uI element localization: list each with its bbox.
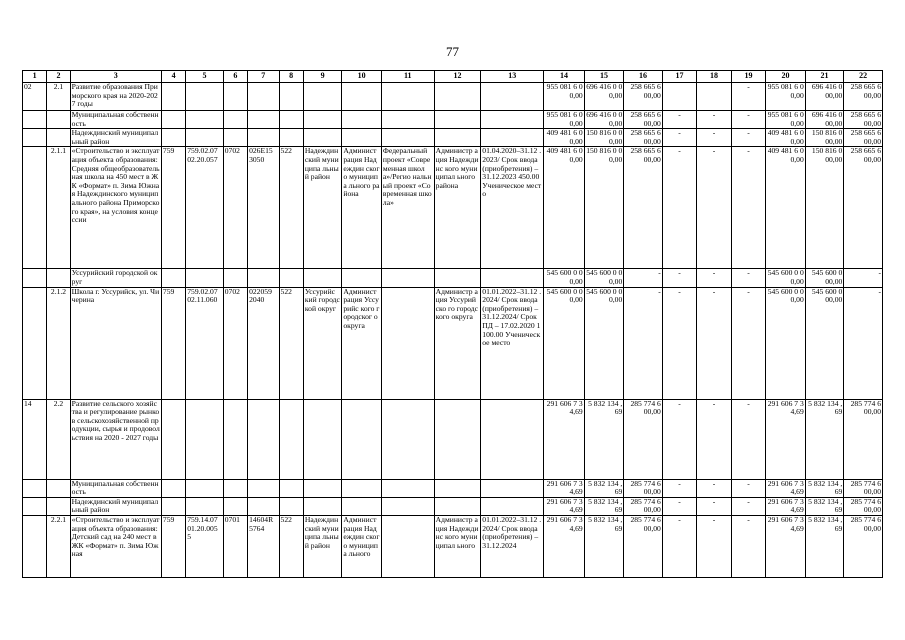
table-cell: 285 774 6 00,00 [844,399,883,479]
table-cell: 258 665 6 00,00 [844,111,883,129]
table-cell [223,399,247,479]
table-cell: - [662,479,696,497]
table-cell [434,83,481,111]
table-cell: Федеральный проект «Современная школа»/Регио нальный проект «Современная школа» [381,147,434,269]
table-cell: - [624,269,663,287]
header-cell: 16 [624,71,663,83]
table-cell: 759 [161,515,185,577]
table-cell: 5 832 134 ,69 [584,399,624,479]
header-cell: 13 [481,71,544,83]
table-cell: - [662,147,696,269]
table-cell: 258 665 6 00,00 [844,83,883,111]
table-cell [303,269,342,287]
table-cell: 545 600 0 00,00 [805,287,844,399]
table-cell [23,479,47,497]
table-cell [303,399,342,479]
table-cell: 545 600 0 00,00 [586,268,623,286]
header-cell: 20 [766,71,806,83]
table-cell: 545 600 0 00,00 [767,268,804,286]
table-cell: - [731,83,765,111]
table-cell: - [662,269,696,287]
table-cell [248,83,279,111]
table-cell: 258 665 6 00,00 [624,129,663,147]
table-cell [303,497,342,515]
table-row [23,269,883,287]
budget-table [22,70,883,578]
table-cell [223,83,247,111]
table-cell [279,497,303,515]
table-cell [342,479,382,497]
header-cell: 18 [697,71,731,83]
table-cell [186,129,224,147]
header-cell: 21 [805,71,844,83]
table-cell [223,497,247,515]
table-cell: - [731,497,765,515]
table-cell: - [731,399,765,479]
table-cell [223,111,247,129]
table-cell: 150 816 0 00,00 [584,147,624,269]
table-cell [47,269,70,287]
table-cell: - [662,497,696,515]
table-cell: Надеждинский муниципальный район [70,497,161,515]
table-cell [161,479,185,497]
table-row [23,479,883,497]
table-cell: 285 774 6 00,00 [844,479,883,497]
header-cell: 3 [70,71,161,83]
table-cell: 14604R 5764 [248,515,279,577]
header-cell: 14 [544,71,585,83]
table-cell [223,479,247,497]
table-cell [47,479,70,497]
table-cell: 285 774 6 00,00 [844,515,883,577]
table-cell: - [731,515,765,577]
table-cell: 258 665 6 00,00 [844,147,883,269]
table-cell: «Строительство и эксплуатация объекта образования: Средняя общеобразовательная школа на 450 мест в ЖК «Формат» п. Зима Южная Надеждинского муниципального района Приморского края», на условия концессии [70,147,161,269]
table-cell [697,83,731,111]
table-row [23,83,883,111]
table-cell: 5 832 134 ,69 [584,515,624,577]
table-cell: - [662,129,696,147]
table-cell: - [844,269,883,287]
table-cell: 01.01.2022–31.12 .2024/ Срок ввода (приобретения) – 31.12.2024 [481,515,544,577]
table-cell: 0702 [223,287,247,399]
table-cell [186,83,224,111]
table-cell [186,269,224,287]
table-cell: 2.2 [47,399,70,479]
table-cell: 258 665 6 00,00 [624,111,663,129]
table-cell: - [731,479,765,497]
table-cell [23,497,47,515]
table-cell: 5 832 134 ,69 [584,497,624,515]
table-cell [481,111,544,129]
header-cell: 8 [279,71,303,83]
table-cell [248,129,279,147]
table-cell: - [844,287,883,399]
table-cell: 258 665 6 00,00 [624,83,663,111]
table-cell: Уссурийс кий городской округ [303,287,342,399]
table-cell [381,399,434,479]
header-cell: 1 [23,71,47,83]
table-cell: Надеждинский муниципальный район [70,129,161,147]
table-cell: - [697,147,731,269]
table-cell: 285 774 6 00,00 [624,515,663,577]
header-cell: 2 [47,71,70,83]
table-cell [381,129,434,147]
table-cell: 5 832 134 ,69 [805,479,844,497]
table-cell [381,479,434,497]
table-cell [161,129,185,147]
table-cell: 545 600 0 00,00 [766,287,806,399]
table-cell: 759.02.07 02.11.060 [186,287,224,399]
table-cell: 955 081 6 00,00 [767,110,804,128]
table-cell: 409 481 6 00,00 [544,129,585,147]
table-cell [381,515,434,577]
page-number: 77 [446,44,459,59]
table-cell [662,83,696,111]
table-cell: 01.04.2020–31.12 .2023/ Срок ввода (приобретения) – 31.12.2023 450.00 Ученическое место [481,147,544,269]
table-cell: 0701 [223,515,247,577]
header-cell: 10 [342,71,382,83]
table-cell: - [697,287,731,399]
table-cell: 291 606 7 34,69 [767,497,804,515]
table-cell: Администр ация Уссурийско го городского округа [434,287,481,399]
table-cell: - [662,399,696,479]
table-row [23,287,883,399]
table-cell [303,129,342,147]
table-cell: Админист рация Уссурийс кого городског о округа [342,287,382,399]
table-cell [23,147,47,269]
header-cell: 9 [303,71,342,83]
table-cell: 696 416 0 00,00 [805,83,844,111]
table-cell: - [662,515,696,577]
table-cell [161,83,185,111]
table-cell: 955 081 6 00,00 [544,111,585,129]
table-cell: - [662,111,696,129]
table-cell: 409 481 6 00,00 [766,147,806,269]
table-cell: Школа г. Уссурийск, ул. Чичерина [70,287,161,399]
table-cell: - [697,399,731,479]
table-cell [23,129,47,147]
table-cell [47,129,70,147]
table-cell [434,399,481,479]
table-cell: 5 832 134 ,69 [805,515,844,577]
header-cell: 19 [731,71,765,83]
table-cell [434,269,481,287]
table-cell [481,269,544,287]
table-cell: 150 816 0 00,00 [805,129,844,147]
table-cell: 0702 [223,147,247,269]
table-cell [342,399,382,479]
header-cell: 7 [248,71,279,83]
table-cell: Надеждин ский муниципа льный район [303,147,342,269]
table-cell: - [697,515,731,577]
table-cell: 258 665 6 00,00 [844,129,883,147]
table-cell: 2.1.2 [47,287,70,399]
table-cell: - [731,111,765,129]
table-cell: 291 606 7 34,69 [544,515,585,577]
table-cell [434,479,481,497]
table-cell [47,111,70,129]
table-cell: 955 081 6 00,00 [544,83,585,111]
header-row [23,71,883,83]
table-cell: 285 774 6 00,00 [624,399,663,479]
table-row [23,129,883,147]
table-cell [23,515,47,577]
table-cell [186,497,224,515]
table-cell: 258 665 6 00,00 [624,147,663,269]
table-cell [342,497,382,515]
table-cell [248,497,279,515]
table-cell: 285 774 6 00,00 [624,479,663,497]
table-cell [381,497,434,515]
table-cell: Администр ация Надеждинс кого муниципал ьного района [434,147,481,269]
table-cell: 2.2.1 [47,515,70,577]
header-cell: 12 [434,71,481,83]
header-cell: 11 [381,71,434,83]
table-cell [248,479,279,497]
table-cell: 291 606 7 34,69 [766,515,806,577]
table-cell [23,269,47,287]
table-cell: 022059 2040 [248,287,279,399]
table-cell: 291 606 7 34,69 [544,497,585,515]
table-cell: 02 [23,83,47,111]
table-cell [186,479,224,497]
table-cell: Надеждин ский муниципа льный район [303,515,342,577]
table-cell [279,83,303,111]
table-cell: - [697,269,731,287]
header-cell: 6 [223,71,247,83]
table-cell [481,497,544,515]
table-cell [248,269,279,287]
table-cell: 150 816 0 00,00 [805,147,844,269]
table-row [23,399,883,479]
table-cell [303,479,342,497]
table-cell [342,269,382,287]
table-cell: - [624,287,663,399]
table-cell: 522 [279,515,303,577]
table-cell [161,497,185,515]
table-cell: 696 416 0 00,00 [805,111,844,129]
table-cell: Админист рация Надеждин ского муниципа льного района [342,147,382,269]
table-cell [381,269,434,287]
table-cell [161,399,185,479]
table-cell: 409 481 6 00,00 [767,128,804,146]
table-cell [342,111,382,129]
table-cell: 285 774 6 00,00 [844,497,883,515]
header-cell: 17 [662,71,696,83]
table-cell: 759.14.07 01.20.005 5 [186,515,224,577]
table-cell: 291 606 7 34,69 [544,399,585,479]
table-cell: 759.02.07 02.20.057 [186,147,224,269]
table-cell: Администр ация Надеждинс кого муниципал ьного [434,515,481,577]
table-cell: Муниципальная собственность [70,111,161,129]
table-cell: 285 774 6 00,00 [624,497,663,515]
table-cell [481,83,544,111]
header-cell: 5 [186,71,224,83]
table-row [23,497,883,515]
table-cell [434,497,481,515]
table-cell [303,111,342,129]
table-cell [434,111,481,129]
table-cell [342,83,382,111]
table-cell: 5 832 134 ,69 [805,497,844,515]
table-cell: 01.01.2022–31.12 .2024/ Срок ввода (приобретения) – 31.12.2024/ Срок ПД – 17.02.2020 1100.00 Ученическое место [481,287,544,399]
table-cell [279,479,303,497]
table-cell: 545 600 0 00,00 [805,269,844,287]
table-cell: 545 600 0 00,00 [584,287,624,399]
table-cell: Муниципальная собственность [70,479,161,497]
table-cell [381,287,434,399]
header-cell: 4 [161,71,185,83]
table-row [23,111,883,129]
header-cell: 22 [844,71,883,83]
table-cell: - [697,129,731,147]
table-cell: - [697,497,731,515]
table-cell [303,83,342,111]
table-cell [23,287,47,399]
table-cell [223,269,247,287]
table-cell: 2.1 [47,83,70,111]
table-cell: Админист рация Надеждин ского муниципа льного [342,515,382,577]
table-cell: 291 606 7 34,69 [544,479,585,497]
table-cell [248,111,279,129]
table-cell: 291 606 7 34,69 [766,399,806,479]
table-cell [279,269,303,287]
table-cell: 759 [161,147,185,269]
table-cell: 696 416 0 00,00 [586,110,623,128]
table-cell [279,399,303,479]
table-cell: 5 832 134 ,69 [584,479,624,497]
table-cell: Развитие образования Приморского края на 2020-2027 годы [70,83,161,111]
table-cell: - [731,287,765,399]
table-cell: Уссурийский городской округ [70,269,161,287]
table-cell: - [731,269,765,287]
table-cell [161,111,185,129]
table-cell: 5 832 134 ,69 [805,399,844,479]
table-cell [248,399,279,479]
table-cell: - [662,287,696,399]
header-cell: 15 [584,71,624,83]
table-cell [23,111,47,129]
table-cell: 545 600 0 00,00 [544,287,585,399]
table-cell: 291 606 7 34,69 [767,479,804,497]
table-cell: 14 [23,399,47,479]
table-cell [481,399,544,479]
table-cell: - [731,147,765,269]
table-cell: 409 481 6 00,00 [544,147,585,269]
table-cell [161,269,185,287]
table-cell: «Строительство и эксплуатация объекта образования: Детский сад на 240 мест в ЖК «Формат» п. Зима Южная [70,515,161,577]
table-cell: Развитие сельского хозяйства и регулирование рынков сельскохозяйственной продукции, сырья и продовольствия на 2020 - 2027 годы [70,399,161,479]
table-cell [279,129,303,147]
table-row [23,147,883,269]
table-cell: - [697,479,731,497]
table-cell: 026E15 3050 [248,147,279,269]
table-cell [186,111,224,129]
table-cell: - [697,111,731,129]
table-cell [223,129,247,147]
table-cell: 696 416 0 00,00 [584,83,624,111]
table-row [23,515,883,577]
table-cell [381,111,434,129]
table-cell: 522 [279,147,303,269]
table-cell [381,83,434,111]
table-cell: - [731,129,765,147]
table-cell [279,111,303,129]
table-cell [47,497,70,515]
table-cell: 759 [161,287,185,399]
table-cell: 150 816 0 00,00 [586,128,623,146]
table-cell: 545 600 0 00,00 [544,269,585,287]
table-cell [342,129,382,147]
table-cell [434,129,481,147]
table-cell: 2.1.1 [47,147,70,269]
table-cell [481,129,544,147]
table-cell: 522 [279,287,303,399]
table-cell [186,399,224,479]
table-cell: 955 081 6 00,00 [766,83,806,111]
table-cell [481,479,544,497]
